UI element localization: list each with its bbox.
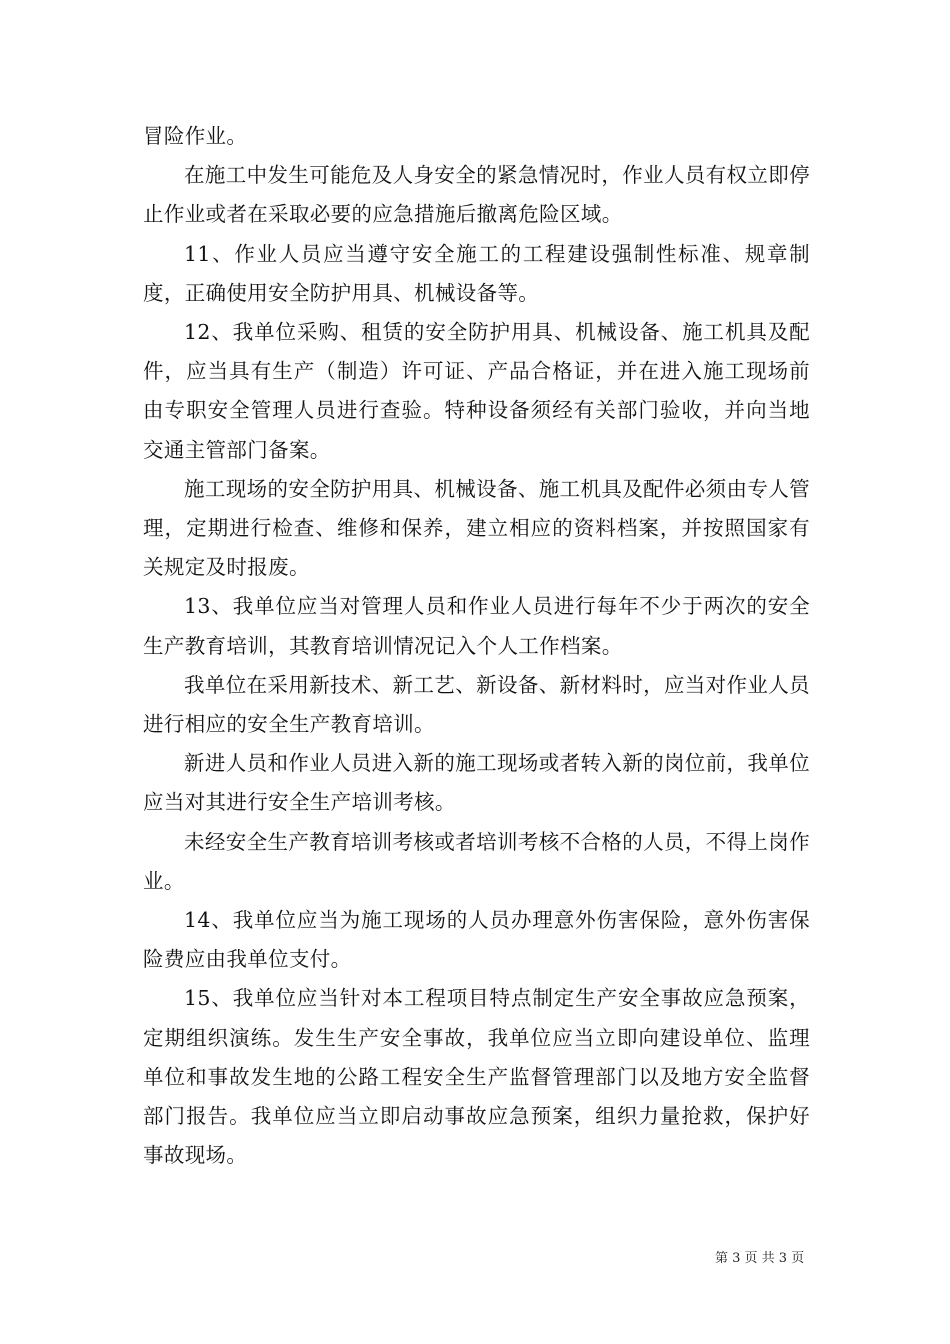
paragraph: 我单位在采用新技术、新工艺、新设备、新材料时，应当对作业人员进行相应的安全生产教育培训。 bbox=[143, 672, 810, 737]
paragraph: 在施工中发生可能危及人身安全的紧急情况时，作业人员有权立即停止作业或者在采取必要的应急措施后撤离危险区域。 bbox=[143, 163, 810, 227]
document-body bbox=[143, 117, 810, 1175]
paragraph: 未经安全生产教育培训考核或者培训考核不合格的人员，不得上岗作业。 bbox=[143, 829, 810, 893]
paragraph: 11、作业人员应当遵守安全施工的工程建设强制性标准、规章制度，正确使用安全防护用具、机械设备等。 bbox=[143, 241, 810, 305]
paragraph: 15、我单位应当针对本工程项目特点制定生产安全事故应急预案，定期组织演练。发生生产安全事故，我单位应当立即向建设单位、监理单位和事故发生地的公路工程安全生产监督管理部门以及地方安全监督部门报告。我单位应当立即启动事故应急预案，组织力量抢救，保护好事故现场。 bbox=[143, 986, 810, 1168]
paragraph: 14、我单位应当为施工现场的人员办理意外伤害保险，意外伤害保险费应由我单位支付。 bbox=[143, 908, 810, 972]
paragraph: 施工现场的安全防护用具、机械设备、施工机具及配件必须由专人管理，定期进行检查、维修和保养，建立相应的资料档案，并按照国家有关规定及时报废。 bbox=[143, 476, 810, 580]
paragraph: 冒险作业。 bbox=[143, 124, 248, 148]
paragraph: 12、我单位采购、租赁的安全防护用具、机械设备、施工机具及配件，应当具有生产（制造）许可证、产品合格证，并在进入施工现场前由专职安全管理人员进行查验。特种设备须经有关部门验收，并向当地交通主管部门备案。 bbox=[143, 320, 810, 462]
page-number-footer: 第 3 页 共 3 页 bbox=[715, 1251, 805, 1266]
paragraph: 13、我单位应当对管理人员和作业人员进行每年不少于两次的安全生产教育培训，其教育培训情况记入个人工作档案。 bbox=[143, 594, 810, 658]
paragraph: 新进人员和作业人员进入新的施工现场或者转入新的岗位前，我单位应当对其进行安全生产培训考核。 bbox=[143, 751, 810, 815]
